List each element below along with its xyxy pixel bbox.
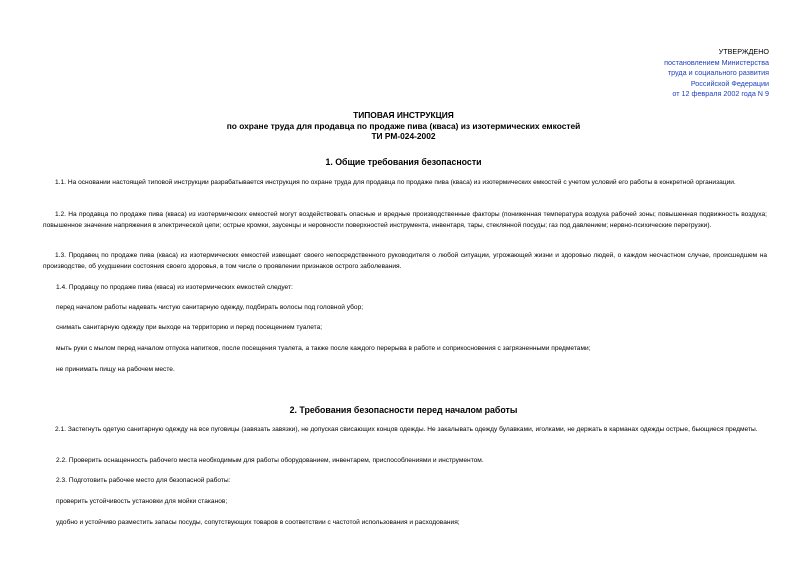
approval-ministry-link[interactable]: труда и социального развития — [667, 68, 769, 78]
paragraph-2-3: 2.3. Подготовить рабочее место для безопасной работы: — [56, 477, 231, 484]
paragraph-2-1: 2.1. Застегнуть одетую санитарную одежду на все пуговицы (завязать завязки), не допуская свисающих концов одежды. Не закалывать одежду булавками, иголками, не держать в карманах одежды острые, бьющиеся предметы. — [55, 426, 758, 433]
approval-decree-link[interactable]: постановлением Министерства — [664, 57, 769, 67]
paragraph-2-2: 2.2. Проверить оснащенность рабочего места необходимым для работы оборудованием, инвентарем, приспособлениями и инструментом. — [56, 457, 484, 464]
approval-date-link[interactable]: от 12 февраля 2002 года N 9 — [672, 89, 769, 99]
paragraph-1-4: 1.4. Продавцу по продаже пива (кваса) из изотермических емкостей следует: — [56, 284, 293, 291]
approval-label: УТВЕРЖДЕНО — [718, 47, 769, 56]
title-line-3: ТИ РМ-024-2002 — [371, 131, 436, 141]
paragraph-1-3: 1.3. Продавец по продаже пива (кваса) из изотермических емкостей извещает своего непосредственного руководителя о любой ситуации, угрожающей жизни и здоровью людей, о каждом несчастном случае, происшедшем на производстве, об ухудшении состояния своего здоровья, в том числе о проявлении признаков острого заболевания. — [43, 252, 767, 270]
list-item-3: мыть руки с мылом перед началом отпуска напитков, после посещения туалета, а также после каждого перерыва в работе и соприкосновения с загрязненными предметами; — [56, 345, 591, 352]
paragraph-1-2: 1.2. На продавца по продаже пива (кваса) из изотермических емкостей могут воздействовать опасные и вредные производственные факторы (пониженная температура воздуха рабочей зоны; повышенная подвижность воздуха; повышенное значение напряжения в электрической цепи; острые кромки, заусенцы и неровности поверхностей инструмента, инвентаря, тары, стеклянной посуды; газ под давлением; нервно-психические перегрузки). — [43, 211, 767, 229]
section-1-heading: 1. Общие требования безопасности — [325, 157, 482, 167]
title-line-2: по охране труда для продавца по продаже пива (кваса) из изотермических емкостей — [226, 120, 581, 131]
document-title — [0, 110, 807, 142]
list-item-1: перед началом работы надевать чистую санитарную одежду, подбирать волосы под головной убор; — [56, 304, 364, 311]
list-item-6: удобно и устойчиво разместить запасы посуды, сопутствующих товаров в соответствии с частотой использования и расходования; — [56, 519, 460, 526]
paragraph-1-1: 1.1. На основании настоящей типовой инструкции разрабатывается инструкция по охране труда для продавца по продаже пива (кваса) из изотермических емкостей с учетом условий его работы в конкретной организации. — [55, 179, 736, 186]
approval-country-link[interactable]: Российской Федерации — [690, 78, 769, 88]
approval-block — [664, 47, 769, 100]
list-item-5: проверить устойчивость установки для мойки стаканов; — [56, 498, 228, 505]
list-item-2: снимать санитарную одежду при выходе на территорию и перед посещением туалета; — [56, 324, 323, 331]
section-2-heading: 2. Требования безопасности перед началом работы — [289, 405, 518, 415]
list-item-4: не принимать пищу на рабочем месте. — [56, 366, 175, 373]
title-line-1: ТИПОВАЯ ИНСТРУКЦИЯ — [353, 110, 454, 120]
